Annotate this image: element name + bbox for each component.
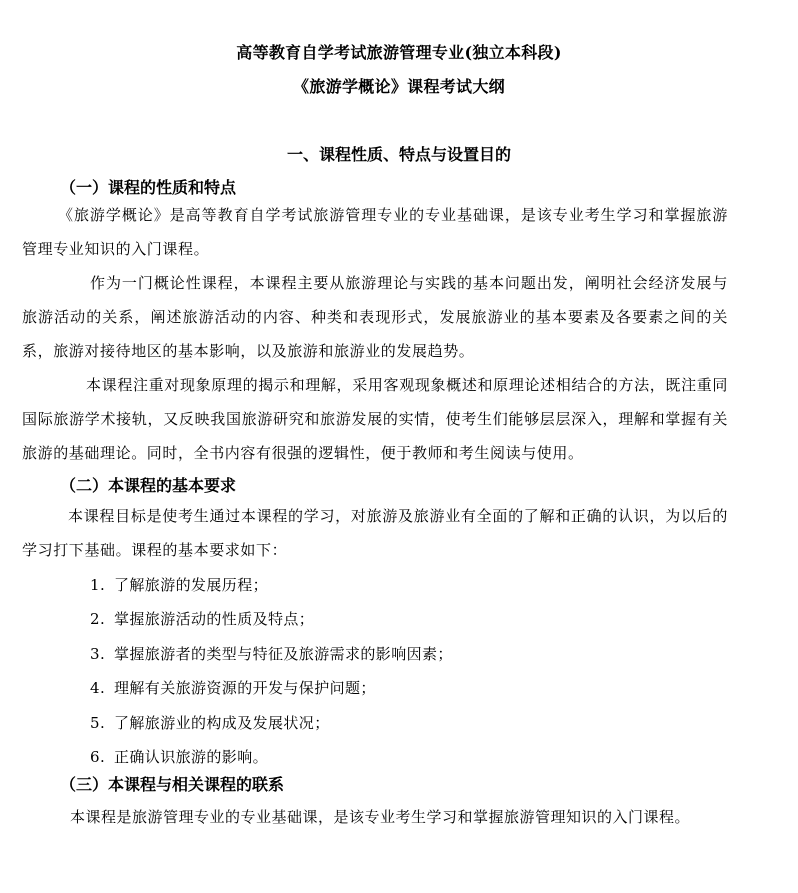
- list-item-text: 掌握旅游活动的性质及特点；: [114, 610, 315, 629]
- list-item-text: 掌握旅游者的类型与特征及旅游需求的影响因素；: [114, 644, 453, 663]
- subsection-heading-1: （一）课程的性质和特点: [60, 178, 237, 197]
- document-title: 高等教育自学考试旅游管理专业(独立本科段): [236, 43, 562, 62]
- list-item: [90, 637, 453, 671]
- section-heading-1: 一、课程性质、特点与设置目的: [286, 145, 511, 164]
- list-item-number: 5.: [90, 713, 106, 732]
- list-item: [90, 706, 453, 740]
- list-item-text: 理解有关旅游资源的开发与保护问题；: [114, 679, 376, 698]
- requirements-list: [90, 568, 453, 774]
- list-item-text: 了解旅游业的构成及发展状况；: [114, 713, 330, 732]
- paragraph-1: 《旅游学概论》是高等教育自学考试旅游管理专业的专业基础课，是该专业考生学习和掌握旅游管理专业知识的入门课程。: [22, 206, 728, 258]
- list-item-text: 正确认识旅游的影响。: [114, 747, 269, 766]
- paragraph-2: 作为一门概论性课程，本课程主要从旅游理论与实践的基本问题出发，阐明社会经济发展与旅游活动的关系，阐述旅游活动的内容、种类和表现形式，发展旅游业的基本要素及各要素之间的关系，旅游对接待地区的基本影响，以及旅游和旅游业的发展趋势。: [22, 274, 728, 360]
- subsection-heading-3: （三）本课程与相关课程的联系: [60, 775, 285, 794]
- document-subtitle: 《旅游学概论》课程考试大纲: [293, 77, 505, 96]
- subsection-heading-2: （二）本课程的基本要求: [60, 476, 237, 495]
- paragraph-5: 本课程是旅游管理专业的专业基础课，是该专业考生学习和掌握旅游管理知识的入门课程。: [70, 808, 691, 826]
- list-item-text: 了解旅游的发展历程；: [114, 576, 269, 594]
- list-item: [90, 671, 453, 705]
- list-item-number: 1.: [90, 576, 106, 594]
- list-item: [90, 568, 453, 602]
- list-item: [90, 602, 453, 636]
- list-item-number: 3.: [90, 644, 106, 663]
- list-item-number: 2.: [90, 610, 106, 629]
- paragraph-3: 本课程注重对现象原理的揭示和理解，采用客观现象概述和原理论述相结合的方法，既注重同国际旅游学术接轨，又反映我国旅游研究和旅游发展的实情，使考生们能够层层深入，理解和掌握有关旅游的基础理论。同时，全书内容有很强的逻辑性，便于教师和考生阅读与使用。: [22, 376, 728, 462]
- list-item: [90, 740, 453, 774]
- list-item-number: 4.: [90, 679, 106, 698]
- list-item-number: 6.: [90, 747, 106, 766]
- paragraph-4: 本课程目标是使考生通过本课程的学习，对旅游及旅游业有全面的了解和正确的认识，为以后的学习打下基础。课程的基本要求如下：: [22, 507, 728, 559]
